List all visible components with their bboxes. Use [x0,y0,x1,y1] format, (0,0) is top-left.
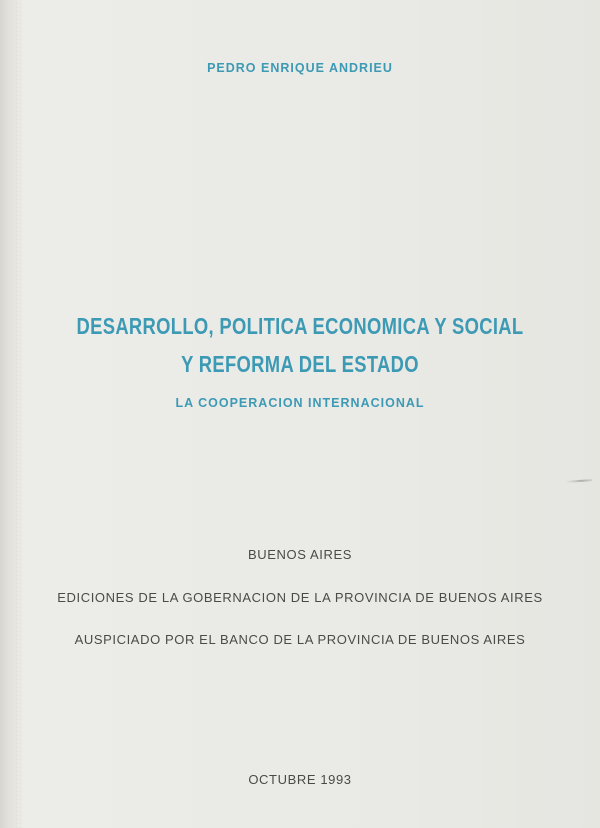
publication-date: OCTUBRE 1993 [248,772,352,787]
author-name: PEDRO ENRIQUE ANDRIEU [207,61,393,75]
book-title-line-2: Y REFORMA DEL ESTADO [181,351,419,377]
page-edges [16,0,22,828]
book-spine [0,0,17,828]
publication-city: BUENOS AIRES [247,547,352,562]
book-title-line-1: DESARROLLO, POLITICA ECONOMICA Y SOCIAL [76,313,524,339]
sponsor-line: AUSPICIADO POR EL BANCO DE LA PROVINCIA DE BUENOS AIRES [74,632,526,647]
book-subtitle: LA COOPERACION INTERNACIONAL [175,396,425,410]
paper-mark [566,479,592,483]
publisher-line: EDICIONES DE LA GOBERNACION DE LA PROVINCIA DE BUENOS AIRES [57,590,543,605]
